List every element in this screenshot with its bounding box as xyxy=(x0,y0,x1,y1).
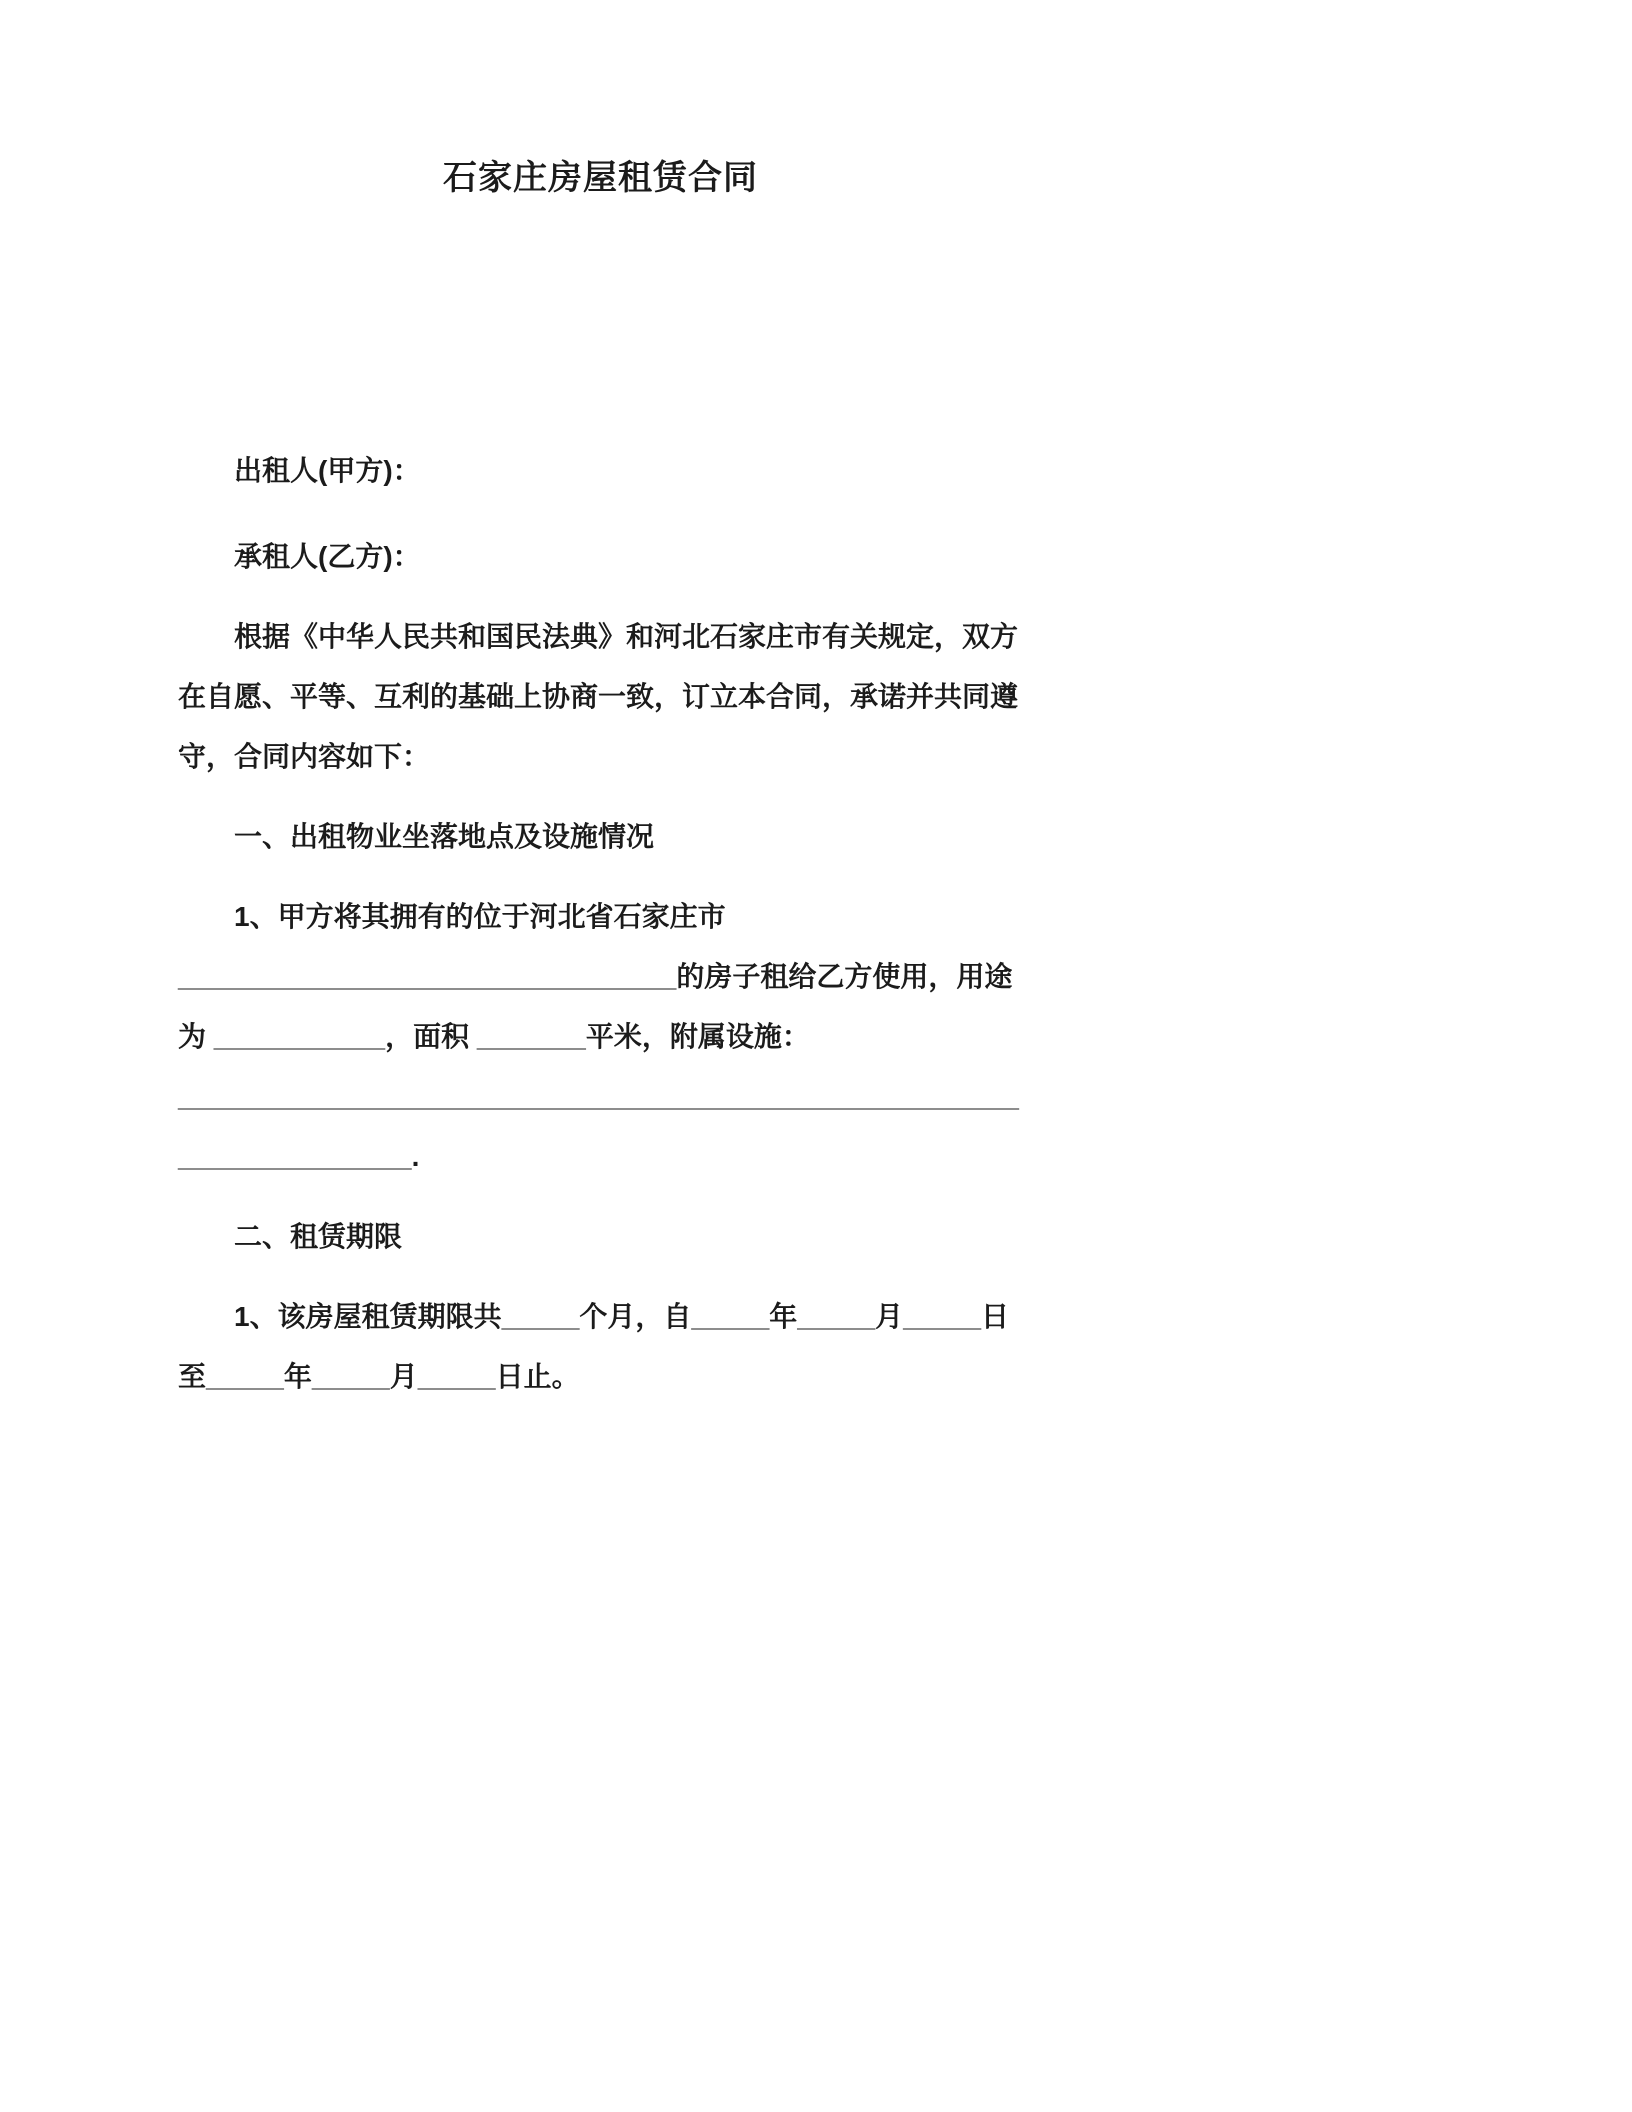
document-body xyxy=(178,441,1098,1407)
text-line: 根据《中华人民共和国民法典》和河北石家庄市有关规定，双方 xyxy=(234,621,1019,652)
text-line: ______________________________________________________ xyxy=(178,1081,1019,1112)
text-line: 二、租赁期限 xyxy=(234,1221,403,1252)
text-line: 在自愿、平等、互利的基础上协商一致，订立本合同，承诺并共同遵 xyxy=(178,681,1019,712)
document-title: 石家庄房屋租赁合同 xyxy=(443,159,758,197)
text-line: 为 ___________，面积 _______平米，附属设施： xyxy=(178,1021,810,1052)
text-line: ________________________________的房子租给乙方使用，用途 xyxy=(178,961,1013,992)
text-line: 承租人(乙方)： xyxy=(234,541,421,572)
text-line: _______________. xyxy=(178,1141,420,1172)
text-line: 1、甲方将其拥有的位于河北省石家庄市 xyxy=(234,901,726,932)
text-line: 至_____年_____月_____日止。 xyxy=(178,1361,580,1392)
text-line: 1、该房屋租赁期限共_____个月，自_____年_____月_____日 xyxy=(234,1301,1010,1332)
text-line: 一、出租物业坐落地点及设施情况 xyxy=(234,821,655,852)
text-line: 守，合同内容如下： xyxy=(178,741,431,772)
text-line: 出租人(甲方)： xyxy=(234,455,421,486)
